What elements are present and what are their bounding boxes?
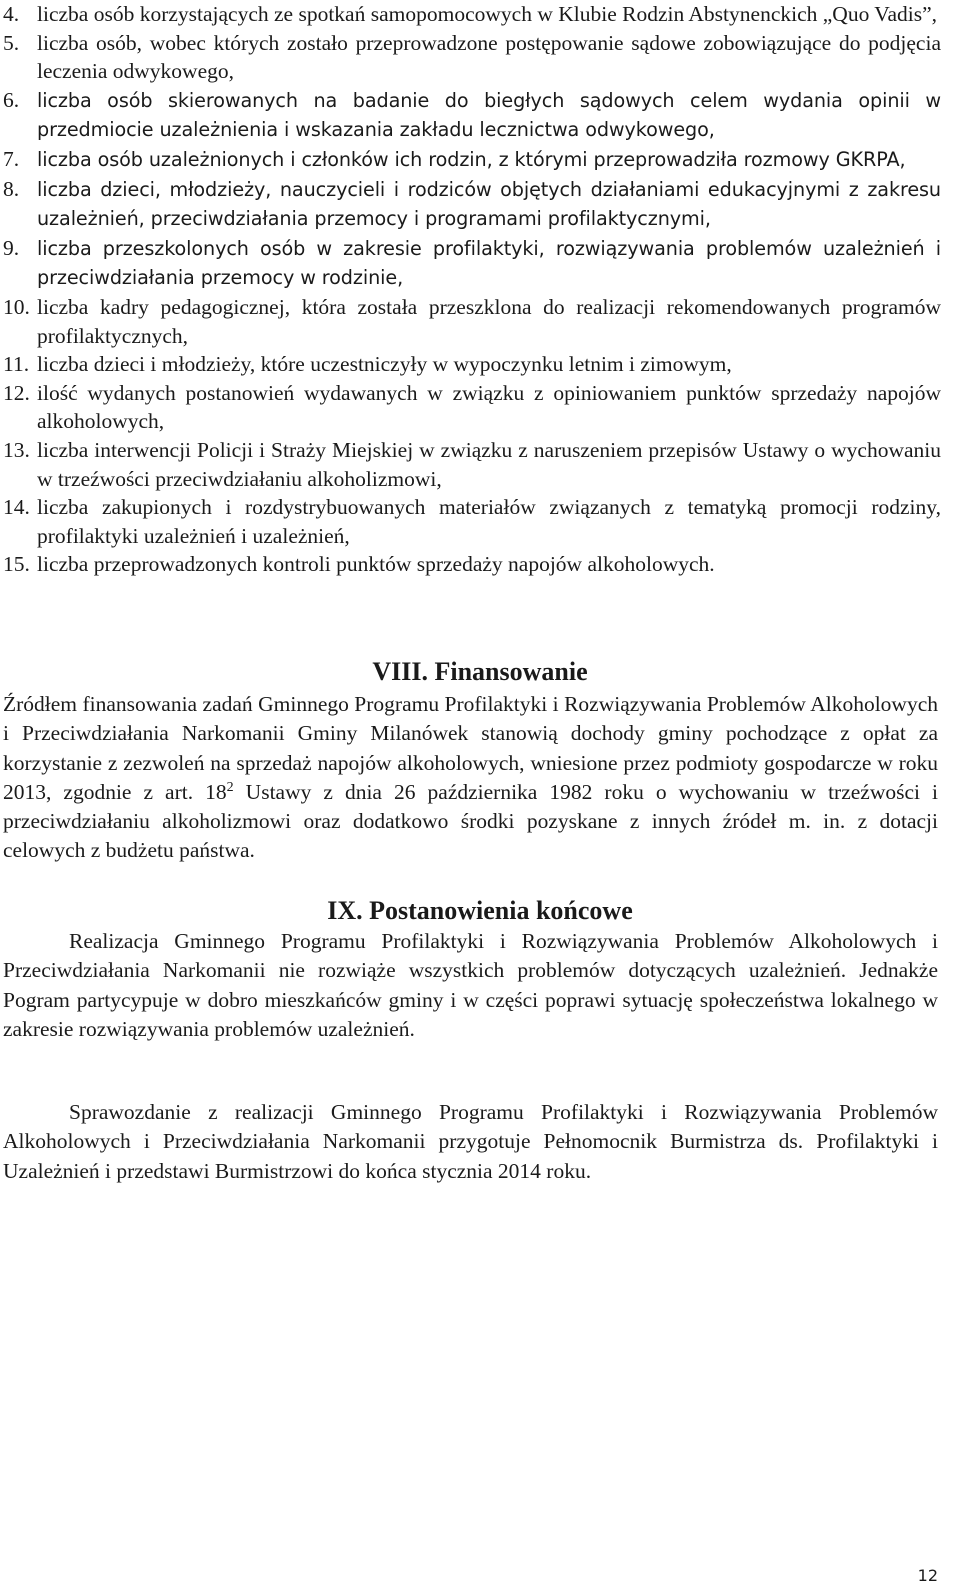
- list-item-text: liczba osób, wobec których zostało przeprowadzone postępowanie sądowe zobowiązujące do podjęcia leczenia odwykowego,: [37, 30, 941, 84]
- list-item-text: liczba osób skierowanych na badanie do biegłych sądowych celem wydania opinii w przedmiocie uzależnienia i wskazania zakładu lecznictwa odwykowego,: [37, 88, 941, 142]
- list-item: [3, 436, 941, 493]
- list-item: [3, 0, 941, 29]
- section-heading-final-provisions: IX. Postanowienia końcowe: [327, 896, 633, 925]
- indicator-list: [3, 0, 941, 579]
- list-item: [3, 350, 941, 379]
- list-item-number: 9.: [3, 235, 20, 260]
- list-item-text: liczba kadry pedagogicznej, która została przeszklona do realizacji rekomendowanych programów profilaktycznych,: [37, 294, 941, 348]
- list-item: [3, 86, 941, 145]
- list-item-text: liczba osób uzależnionych i członków ich rodzin, z którymi przeprowadziła rozmowy GKRPA,: [37, 147, 906, 171]
- list-item: [3, 493, 941, 550]
- list-item-text: liczba przeszkolonych osób w zakresie profilaktyki, rozwiązywania problemów uzależnień i przeciwdziałania przemocy w rodzinie,: [37, 236, 941, 290]
- list-item-number: 8.: [3, 176, 20, 201]
- list-item: [3, 175, 941, 234]
- list-item-number: 14.: [3, 495, 30, 520]
- list-item-number: 13.: [3, 437, 30, 462]
- list-item-text: liczba osób korzystających ze spotkań samopomocowych w Klubie Rodzin Abstynenckich „Quo Vadis”,: [37, 2, 937, 26]
- list-item: [3, 234, 941, 293]
- list-item-number: 12.: [3, 380, 30, 405]
- list-item-number: 6.: [3, 87, 20, 112]
- list-item-text: liczba interwencji Policji i Straży Miejskiej w związku z naruszeniem przepisów Ustawy o wychowaniu w trzeźwości przeciwdziałaniu alkoholizmowi,: [37, 437, 941, 491]
- list-item-text: liczba przeprowadzonych kontroli punktów sprzedaży napojów alkoholowych.: [37, 552, 715, 577]
- list-item-text: liczba zakupionych i rozdystrybuowanych materiałów związanych z tematyką promocji rodziny, profilaktyki uzależnień i uzależnień,: [37, 495, 941, 548]
- list-item-number: 5.: [3, 30, 20, 55]
- finance-text-part-1: Źródłem finansowania zadań Gminnego Programu Profilaktyki i Rozwiązywania Problemów Alkoholowych i Przeciwdziałania Narkomanii Gminy Milanówek stanowią dochody gminy pochodzące z opłat za korzystanie z zezwoleń na sprzedaż napojów alkoholowych, wniesione przez podmioty gospodarcze w roku 2013, zgodnie z art. 18: [3, 692, 938, 804]
- page-number: 12: [917, 1566, 938, 1585]
- list-item: [3, 379, 941, 436]
- list-item-text: ilość wydanych postanowień wydawanych w związku z opiniowaniem punktów sprzedaży napojów alkoholowych,: [37, 380, 941, 434]
- list-item: [3, 293, 941, 350]
- final-provisions-paragraph-2: Sprawozdanie z realizacji Gminnego Programu Profilaktyki i Rozwiązywania Problemów Alkoholowych i Przeciwdziałania Narkomanii przygotuje Pełnomocnik Burmistrza ds. Profilaktyki i Uzależnień i przedstawi Burmistrzowi do końca stycznia 2014 roku.: [3, 1100, 938, 1183]
- list-item-number: 10.: [3, 294, 30, 319]
- final-provisions-paragraph-1: Realizacja Gminnego Programu Profilaktyki i Rozwiązywania Problemów Alkoholowych i Przeciwdziałania Narkomanii nie rozwiąże wszystkich problemów dotyczących uzależnień. Jednakże Pogram partycypuje w dobro mieszkańców gminy i w części poprawi sytuację społeczeństwa lokalnego w zakresie rozwiązywania problemów uzależnień.: [3, 929, 938, 1041]
- list-item: [3, 145, 941, 175]
- section-heading-finance: VIII. Finansowanie: [372, 657, 588, 686]
- list-item: [3, 550, 941, 579]
- list-item-number: 4.: [3, 2, 20, 26]
- list-item-number: 7.: [3, 146, 20, 171]
- list-item-text: liczba dzieci, młodzieży, nauczycieli i rodziców objętych działaniami edukacyjnymi z zakresu uzależnień, przeciwdziałania przemocy i programami profilaktycznymi,: [37, 177, 941, 231]
- article-superscript: 2: [226, 779, 234, 795]
- list-item: [3, 29, 941, 86]
- finance-paragraph: [3, 690, 938, 866]
- list-item-number: 11.: [3, 352, 30, 377]
- list-item-text: liczba dzieci i młodzieży, które uczestniczyły w wypoczynku letnim i zimowym,: [37, 352, 732, 377]
- list-item-number: 15.: [3, 552, 30, 577]
- finance-text-part-2: Ustawy z dnia 26 października 1982 roku o wychowaniu w trzeźwości i przeciwdziałaniu alkoholizmowi oraz dodatkowo środki pozyskane z innych źródeł m. in. z dotacji celowych z budżetu państwa.: [3, 779, 938, 863]
